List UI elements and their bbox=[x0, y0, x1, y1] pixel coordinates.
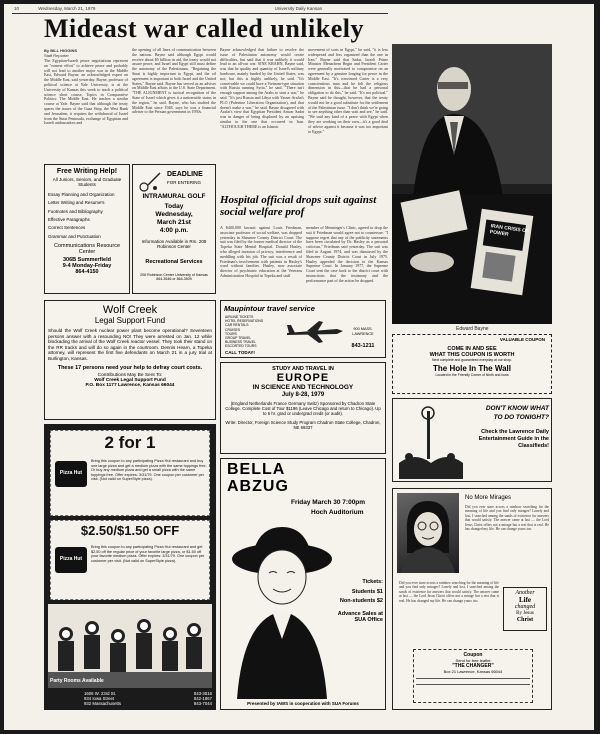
pizza-location-addr: 934 Iowa Street bbox=[84, 696, 115, 701]
maupintour-phone: 843-1211 bbox=[351, 343, 375, 349]
folio-page: 10 bbox=[14, 6, 20, 11]
wolf-creek-addr1: Wolf Creek Legal Support Fund bbox=[94, 377, 166, 383]
coupon-address-line[interactable] bbox=[416, 684, 530, 685]
maupintour-service: CRUISES bbox=[225, 327, 241, 332]
golf-ad bbox=[132, 164, 216, 294]
pizza-text2: Bring this coupon to any participating Pizza Hut restaurant and get $2.50 off the regular price of your favorite large pizza, or $1.50 off your favorite medium pizza. Offer expires: 3/31/79. One coupon per customer per visit. (Not valid on SuperStyle pizza). bbox=[91, 545, 205, 563]
photo-caption: Edward Bayne bbox=[456, 326, 489, 332]
wall-name: The Hole In The Wall bbox=[433, 364, 511, 373]
pizza-locations bbox=[84, 691, 212, 706]
changer-title: No More Mirages bbox=[465, 495, 512, 501]
writing-help-item: Effective Paragraphs bbox=[48, 217, 90, 223]
pizza-location-phone: 843-7044 bbox=[193, 701, 212, 706]
writing-help-ad bbox=[44, 164, 130, 294]
pizza-hut-ad bbox=[44, 424, 216, 710]
folio-paper: University Daily Kansan bbox=[274, 6, 323, 11]
changer-photo bbox=[397, 493, 459, 573]
newspaper-page bbox=[4, 4, 594, 730]
maupintour-service: ESCORTED TOURS bbox=[225, 344, 257, 349]
maupintour-address: 900 MASS. LAWRENCE bbox=[352, 327, 374, 336]
golf-info: Information Available in Rm. 208 Robinson Center bbox=[141, 239, 207, 250]
wolf-creek-need: These 17 persons need your help to defray court costs. bbox=[57, 364, 203, 371]
maupintour-service: GROUP TRAVEL bbox=[225, 336, 252, 341]
wolf-creek-addr2: P.O. Box 1177 Lawrence, Kansas 66044 bbox=[85, 382, 175, 388]
changer-coupon-title: Coupon bbox=[463, 652, 483, 658]
wall-fine: Next complete and guaranteed everyday at our shop. bbox=[432, 358, 512, 362]
main-story-col3: Bayne acknowledged that failure to resolve the issue of Palestinian autonomy would create difficulties, but said that it was unlikely it would lead to an all-out war. SINE KRAHN, Bayne said, was that he quality and quantity of Israel's military hardware, mainly funded by the United States, was not; but this is highly unlikely, he said. "It's conceivable we could have a Vietnam-type situation with Russia running Syria," he said. "There isn't enough support among the Arabs to start a war," he said. "It's just Russia and Libya with Yasser Arafat's PLO (Palestine Liberation Organization), and that doesn't make a war," he said. Bayne disagreed with Arafat's view that Egyptian President Anwar Sadat was in danger of being displaced by an uprising similar to the one that occurred in Iran. "ALTHOUGH THERE is an Islamic bbox=[220, 48, 304, 129]
pizza-coupon-discount[interactable] bbox=[50, 520, 210, 600]
party-crowd-illustration bbox=[48, 604, 212, 688]
golf-date: March 21st bbox=[157, 219, 191, 226]
bella-tickets: Tickets: bbox=[362, 579, 383, 585]
hospital-col2: member of Menninger's Clinic, agreed to drop the suit if Friedman would agree not to countersue. "I suppose regret that any of the publicity statements have been circulated by Dr. Hasley as a personal criticism," Friedman said yesterday. The suit was filed in August 1974, and was dismissed by the Shawnee County District Court in July 1975. Hasley appealed the decision to the Kansas Supreme Court. In January 1977, the Supreme Court sent the case back to the district court with instructions that the testimony and the performance part of the action be dropped. bbox=[306, 226, 388, 283]
writing-help-item: Essay Planning and Organization bbox=[48, 191, 115, 197]
changer-body-continued: Did you ever stare across a rainbow searching for the meaning of life and you find only mirages? Lonely and lost, I searched among the sands of existence for answers that would satisfy. The answer came at last — the Lord Jesus Christ offers not a mirage but a rest that is real. He has changed my life. He can change yours too. bbox=[399, 581, 499, 603]
bayne-photo bbox=[392, 44, 552, 324]
wolf-creek-ad bbox=[44, 300, 216, 420]
bella-footer: Presented by IAWS in cooperation with SUA Forums bbox=[247, 701, 359, 706]
writing-help-org: Communications Resource Center bbox=[53, 243, 121, 256]
wolf-creek-body: Should the Wolf Creek nuclear power plant become operational? Seventeen persons answer with a resounding NO! They were arrested on Jan. 12 while blockading the arrival of the Wolf Creek reactor vessel. They took their stand on the RR tracks and will do so again in the courtroom. Dennis Hearn, a Topeka attorney, will represent the first five defendants on March 21 in a jury trial at Burlington, Kansas. bbox=[48, 328, 212, 361]
tonight-line3: Check the Lawrence Daily Entertainment Guide in the Classifieds! bbox=[478, 429, 549, 449]
wall-fine2: Located in the Friendly Corner of Ninth and Iowa bbox=[435, 373, 509, 377]
changer-coupon-addr: Box 21 Lawrence, Kansas 66044 bbox=[443, 669, 503, 674]
maupintour-service: AIRLINE TICKETS bbox=[225, 315, 254, 319]
entertainment-guide-ad bbox=[392, 398, 552, 482]
pizza-location bbox=[84, 701, 212, 706]
golf-footer: 208 Robinson Center University of Kansas 864-3546 or 864-3509 bbox=[140, 273, 208, 282]
writing-help-address: 306B Summerfield bbox=[63, 257, 111, 264]
main-story-col2: the opening of all lines of communication between the nations. Bayne said although Egypt would receive about $5 billion in aid, the treaty would not assure peace, and Israel and Egypt still must define the autonomy of the Palestinians. "Regaining the Sinai is highly important to Egypt, and the oil agreement is important to both Israel and the United States," Bayne said. Bayne has served as an adviser on Middle East affairs to the U.S. State Department. "THE ALIGNMENT is tactical recognition of the State of Israel which gives it a nationwide status in the region," he said. Bayne, who has studied the Middle East since 1948, says he was a financial adviser to the Persian government in 1950s. bbox=[132, 48, 216, 115]
pizza-location-addr: 932 Massachusetts bbox=[84, 701, 122, 706]
europe-line3: IN SCIENCE AND TECHNOLOGY bbox=[252, 384, 354, 391]
pizza-hut-logo bbox=[55, 461, 87, 487]
maupintour-service: CAR RENTALS bbox=[225, 323, 249, 328]
book-title: IRAN CRISIS OF POWER bbox=[489, 223, 530, 238]
tonight-line2: TO DO TONIGHT? bbox=[493, 414, 549, 421]
pizza-hut-logo bbox=[55, 547, 87, 573]
bella-when: Friday March 30 7:00pm bbox=[291, 499, 366, 506]
main-story-col4: movement of sorts in Egypt," he said, "it is less widespread and less organized than the one in Iran." Bayne said that Sadat, Israeli Prime Minister Menachem Begin and President Carter were generally motivated to compromise on an agreement by a genuine longing for peace in the Middle East. "It's convinced Carter is a very conscientious man and he felt the religious dimension in this—that he had a personal obligation to do this," he said. "It's not political." Bayne said he thought, however, that the treaty would not be a good substitute for the settlement of the Palestinian issue. "I don't think we're going to see anything other than wait and see," he said. "We said any kind of a peace with Egypt when they are working on their own—it's a good deal of advice against it because it was too important to Egypt." bbox=[308, 48, 388, 134]
writing-help-phone: 864-4150 bbox=[75, 269, 99, 276]
hole-in-wall-ad[interactable] bbox=[392, 334, 552, 394]
golf-deadline: DEADLINE bbox=[167, 171, 203, 178]
maupintour-call: CALL TODAY! bbox=[225, 349, 255, 355]
changer-ad bbox=[392, 488, 552, 710]
europe-study-ad bbox=[220, 362, 386, 454]
europe-dates: July 8-28, 1979 bbox=[281, 392, 325, 398]
tonight-line1: DON'T KNOW WHAT bbox=[485, 405, 549, 412]
bella-advance: Advance Sales at SUA Office bbox=[337, 611, 383, 623]
main-headline: Mideast war called unlikely bbox=[44, 14, 364, 43]
bella-students: Students $1 bbox=[351, 589, 383, 595]
pizza-party: Party Rooms Available bbox=[50, 678, 104, 684]
badge-line3: changed bbox=[514, 604, 536, 610]
woman-portrait bbox=[397, 493, 459, 573]
writing-help-title: Free Writing Help! bbox=[56, 168, 118, 175]
writing-help-items bbox=[48, 192, 126, 239]
changer-filler-text bbox=[399, 581, 499, 641]
badge-line5: Christ bbox=[516, 617, 534, 623]
bella-portrait bbox=[227, 519, 337, 699]
writing-help-hours: 9-4 Monday-Friday bbox=[62, 263, 112, 270]
bayne-photo-illustration bbox=[392, 44, 552, 324]
pizza-coupon-2for1[interactable] bbox=[50, 430, 210, 516]
pizza-offer1: 2 for 1 bbox=[104, 433, 156, 452]
changer-body: Did you ever stare across a rainbow searching for the meaning of life and you find only mirages? Lonely and lost, I searched among the sands of existence for answers that would satisfy. The answer came at last — the Lord Jesus Christ offers not a mirage but a rest that is real. He has changed my life. He can change yours too. bbox=[465, 505, 549, 532]
golf-dept: Recreational Services bbox=[145, 259, 203, 265]
main-story-col1: The Egyptian-Israeli peace negotiations represent an "earnest effort" to achieve peace and probably will not lead to another major war in the Middle East, Edward Bayne, an acknowledged expert on the Middle East, said yesterday. Bayne, professor of political science at Yale University, is at the University of Kansas this week to teach a political science short course, Topics in Comparative Politics: The Middle East. He teaches a similar course at Yale. Bayne said that although the treaty spares the issues of the Gaza Strip, the West Bank and Jerusalem, it requires the withdrawal of Israel from the Sinai Peninsula, exchange of Egyptian and Israeli ambassadors and bbox=[44, 59, 128, 126]
wolf-creek-subtitle: Legal Support Fund bbox=[94, 316, 166, 325]
changer-coupon-line: Send for free leaflet bbox=[455, 658, 491, 663]
bella-abzug-ad bbox=[220, 458, 386, 710]
europe-details: (England Netherlands France Germany Switz) Sponsored by Chadron State College. Complete Cost of Tour $1196 (Leave Chicago and return to Chicago). Up to 6 hr. grad or undergrad credit (or audit). bbox=[225, 401, 381, 417]
pizza-hut-logo-text: Pizza Hut bbox=[59, 470, 83, 476]
badge-line2: Life bbox=[518, 596, 532, 604]
changer-coupon[interactable] bbox=[413, 649, 533, 703]
maupintour-service: TOURS bbox=[225, 331, 237, 336]
hospital-headline: Hospital official drops suit against social welfare prof bbox=[220, 194, 377, 218]
writing-help-item: Correct Sentences bbox=[48, 225, 86, 231]
pizza-offer2: $2.50/$1.50 OFF bbox=[80, 523, 180, 538]
writing-help-subtitle: All Juniors, Seniors, and Graduate Students bbox=[52, 177, 122, 188]
badge-line4: By Jesus bbox=[516, 611, 534, 616]
golf-for: FOR ENTERING bbox=[167, 180, 202, 185]
changer-badge bbox=[503, 587, 547, 631]
bella-where: Hoch Auditorium bbox=[311, 509, 364, 516]
europe-line2: EUROPE bbox=[276, 372, 330, 384]
pizza-location-addr: 1606 W. 23rd St. bbox=[84, 691, 117, 696]
byline-role: Staff Reporter bbox=[44, 53, 69, 58]
pizza-location-phone: 842-1867 bbox=[193, 696, 212, 701]
pizza-text1: Bring this coupon to any participating Pizza Hut restaurant and buy one large pizza and get a medium pizza with the same toppings free. Or buy any medium pizza and get a small pizza with the same toppings free. Offer expires: 3/31/79. One coupon per customer per visit. (Not valid on SuperStyle pizza). bbox=[91, 459, 207, 482]
golf-day: Today bbox=[164, 203, 184, 210]
bella-name: BELLA ABZUG bbox=[227, 461, 289, 495]
writing-help-item: Grammar and Punctuation bbox=[48, 233, 101, 239]
wall-line1: COME IN AND SEE bbox=[447, 346, 497, 352]
writing-help-item: Footnotes and Bibliography bbox=[48, 208, 103, 214]
pizza-location-phone: 843-3516 bbox=[193, 691, 212, 696]
golf-club-icon bbox=[137, 171, 163, 193]
airplane-icon bbox=[285, 319, 345, 345]
europe-line1: STUDY AND TRAVEL IN bbox=[272, 366, 334, 372]
folio bbox=[14, 6, 340, 11]
badge-line1: Another bbox=[515, 590, 535, 596]
wall-coupon: VALUABLE COUPON bbox=[499, 337, 545, 342]
changer-coupon-name: "THE CHANGER" bbox=[452, 663, 494, 669]
maupintour-services bbox=[225, 315, 289, 355]
bella-nonstudents: Non-students $2 bbox=[339, 598, 383, 604]
wall-line2: WHAT THIS COUPON IS WORTH bbox=[429, 352, 515, 358]
maupintour-ad bbox=[220, 300, 386, 358]
hospital-col1: A $400,000 lawsuit against Louis Friedman, associate professor of social welfare, was dropped yesterday in Shawnee County District Court. The suit was filed by the former medical director of the Topeka State Mental Hospital. Donald Hasley, who alleged invasion of privacy, interference and meddling with his job. The suit was a result of Friedman's involvement with patients in Hasley's ward without families. Hasley, now associate director of psychiatric education at the Veterans Administration Hospital in Topeka and staff bbox=[220, 226, 302, 278]
coupon-name-line[interactable] bbox=[416, 678, 530, 679]
europe-write: Write: Director, Foreign Science Study Program Chadron State College, Chadron, NE 69337 bbox=[225, 419, 381, 430]
main-byline bbox=[44, 48, 124, 58]
golf-weekday: Wednesday, bbox=[155, 211, 193, 218]
byline-name: By BILL HIGGINS bbox=[44, 48, 78, 53]
nightlife-illustration bbox=[395, 401, 465, 481]
maupintour-brand: Maupintour travel service bbox=[224, 304, 315, 313]
golf-time: 4:00 p.m. bbox=[159, 227, 189, 234]
pizza-hut-logo-text: Pizza Hut bbox=[59, 556, 83, 562]
maupintour-service: BUSINESS TRAVEL bbox=[225, 340, 256, 345]
golf-event: INTRAMURAL GOLF bbox=[142, 193, 206, 200]
writing-help-item: Letter Writing and Resume's bbox=[48, 200, 105, 206]
folio-date: Wednesday, March 21, 1979 bbox=[38, 6, 96, 11]
wolf-creek-title: Wolf Creek bbox=[102, 304, 158, 316]
wolf-creek-send: Contributions May Be Sent To: bbox=[97, 372, 163, 378]
maupintour-service: HOTEL RESERVATIONS bbox=[225, 319, 264, 324]
